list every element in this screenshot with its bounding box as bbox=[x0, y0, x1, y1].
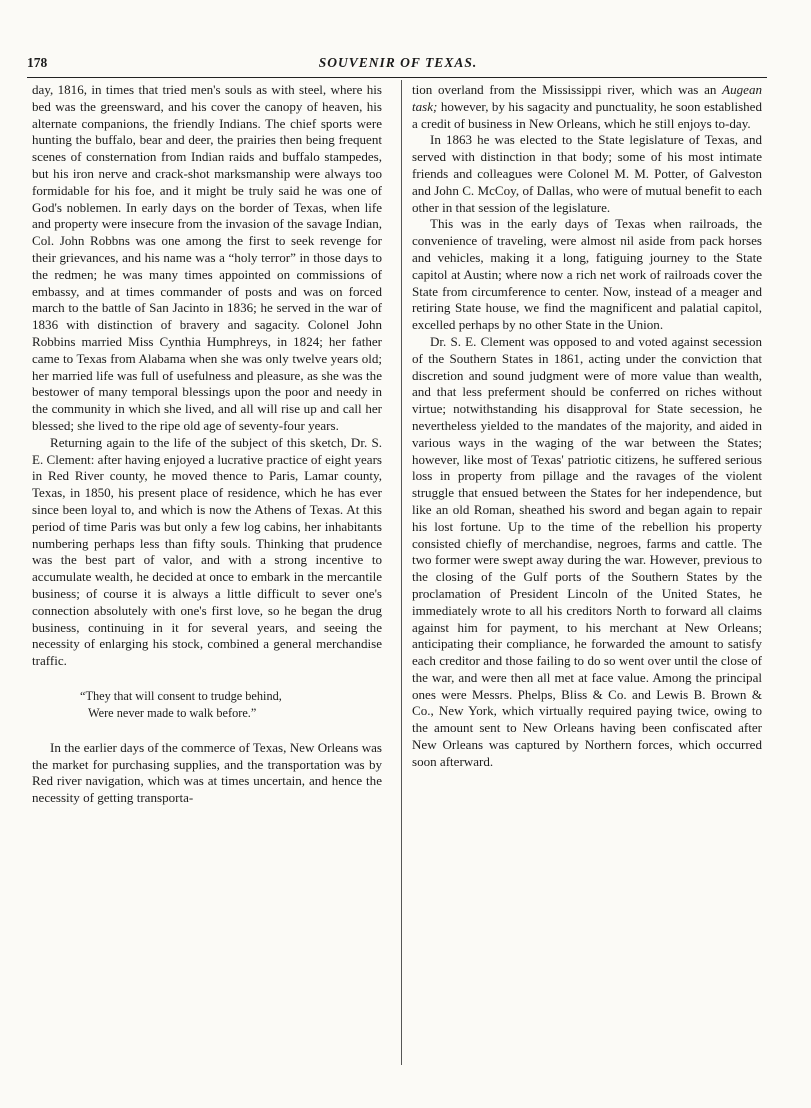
paragraph: Dr. S. E. Clement was opposed to and voted against secession of the Southern States in 1861, acting under the conviction that discretion and sound judgment were of more value than wealth, and that less preferment should be conferred on riches without virtue; notwithstanding his disapproval for State secession, he nevertheless yielded to the mandates of the majority, and aided in various ways in the waging of the war between the States; however, like most of Texas' patriotic citizens, he suffered serious loss in property from pillage and the ravages of the violent struggle that ensued between the States for her independence, but like an old Roman, sheathed his sword and began again to repair his lost fortune. Up to the time of the rebellion his property consisted chiefly of merchandise, negroes, farms and cattle. The two former were swept away during the war. However, previous to the closing of the Gulf ports of the Southern States by the proclamation of President Lincoln of the United States, he immediately wrote to all his creditors North to forward all claims against him for payment, to his merchant at New Orleans; anticipating their compliance, he forwarded the amount to satisfy each creditor and those failing to do so went over until the close of the war, and were then all met at face value. Among the principal ones were Messrs. Phelps, Bliss & Co. and Lewis B. Brown & Co., New York, which virtually required paying twice, owing to the amount sent to New Orleans having been confiscated after New Orleans was captured by Northern forces, which occurred soon afterward. bbox=[412, 333, 762, 769]
page-header bbox=[27, 55, 769, 75]
paragraph-text: tion overland from the Mississippi river, which was an bbox=[412, 82, 723, 97]
left-column bbox=[32, 82, 382, 807]
paragraph bbox=[412, 82, 762, 132]
paragraph: In 1863 he was elected to the State legislature of Texas, and served with distinction in that body; some of his most intimate friends and colleagues were Colonel M. M. Potter, of Galveston and John C. McCoy, of Dallas, who were of mutual benefit to each other in that session of the legislature. bbox=[412, 132, 762, 215]
verse-line: “They that will consent to trudge behind, bbox=[80, 688, 282, 703]
header-rule bbox=[27, 77, 767, 78]
column-divider bbox=[401, 80, 402, 1065]
verse-line: Were never made to walk before.” bbox=[88, 705, 257, 720]
paragraph: This was in the early days of Texas when railroads, the convenience of traveling, were almost nil aside from pack horses and vehicles, making it a long, fatiguing journey to the State capitol at Austin; where now a rich net work of railroads cover the State from circumference to center. Now, instead of a meager and retiring State house, we find the magnificent and palatial capitol, excelled perhaps by no other State in the Union. bbox=[412, 216, 762, 333]
verse-quote bbox=[32, 688, 382, 722]
paragraph-text: however, by his sagacity and punctuality, he soon established a credit of business in New Orleans, which he still enjoys to-day. bbox=[412, 98, 762, 131]
right-column bbox=[412, 82, 762, 771]
running-title: SOUVENIR OF TEXAS. bbox=[318, 55, 478, 70]
paragraph: In the earlier days of the commerce of Texas, New Orleans was the market for purchasing supplies, and the transportation was by Red river navigation, which was at times uncertain, and hence the necessity of getting transporta- bbox=[32, 739, 382, 806]
page-number: 178 bbox=[27, 55, 48, 70]
paragraph: Returning again to the life of the subject of this sketch, Dr. S. E. Clement: after having enjoyed a lucrative practice of eight years in Red River county, he moved thence to Paris, Lamar county, Texas, in 1850, his present place of residence, which he has ever since been loyal to, and which is now the Athens of Texas. At this period of time Paris was but only a few log cabins, her inhabitants numbering perhaps less than fifty souls. Thinking that prudence was the best part of valor, and with a strong incentive to accumulate wealth, he decided at once to embark in the mercantile business; of course it is always a little difficult to sever one's connection absolutely with one's first love, so he began the drug business, continuing in it for several years, and seeing the necessity of enlarging his stock, combined a general merchandise traffic. bbox=[32, 434, 382, 669]
paragraph: day, 1816, in times that tried men's souls as with steel, where his bed was the greensward, and his cover the canopy of heaven, his alternate companions, the friendly Indians. The chief sports were hunting the buffalo, bear and deer, the prairies then being frequent scenes of consternation from Indian raids and buffalo stampedes, but his iron nerve and crack-shot marksmanship were always too formidable for his foe, and it might be truly said he was one of God's noblemen. In early days on the border of Texas, when life and property were insecure from the invasion of the savage Indian, Col. John Robbns was one among the first to seek revenge for their grievances, and his name was a “holy terror” in those days to the redmen; he was many times appointed on commissions of embassy, and at times commander of posts and was on forced march to the battle of San Jacinto in 1836; he served in the war of 1836 with distinction of bravery and sagacity. Colonel John Robbins married Miss Cynthia Humphreys, in 1824; her father came to Texas from Alabama when she was only twelve years old; her married life was full of usefulness and pleasure, as she was the bestower of many temporal blessings upon the poor and needy in the community in which she lived, and all will rise up and call her blessed; she lived to the ripe old age of seventy-four years. bbox=[32, 82, 382, 433]
italic-phrase: Augean task; bbox=[412, 82, 762, 114]
